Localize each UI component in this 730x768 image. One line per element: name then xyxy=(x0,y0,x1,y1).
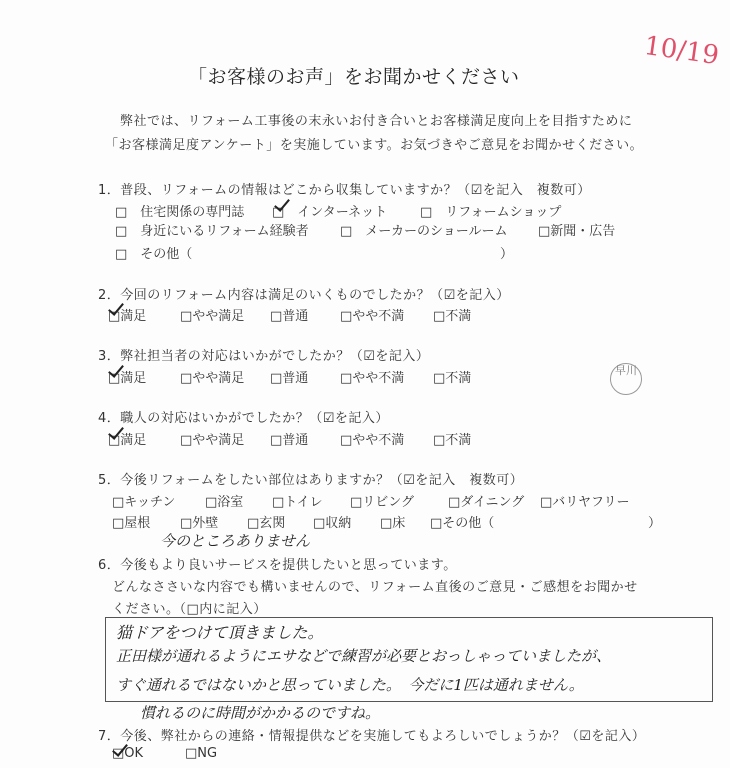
option-reform-shop[interactable]: □ リフォームショップ xyxy=(420,205,562,220)
q3-option[interactable]: □やや満足 xyxy=(180,371,245,386)
q7-option-ng[interactable]: □NG xyxy=(185,746,218,761)
q5-option[interactable]: □収納 xyxy=(313,516,352,531)
q5-handwritten-answer: 今のところありません xyxy=(160,532,311,550)
q5-option-close: ） xyxy=(648,516,662,531)
option-other[interactable]: □ その他（ xyxy=(115,247,193,262)
option-newspaper[interactable]: □新聞・広告 xyxy=(538,224,616,239)
page-title: 「お客様のお声」をお聞かせください xyxy=(188,66,520,88)
q3-option[interactable]: □満足 xyxy=(108,371,147,386)
q6-subtext: ください。（□内に記入） xyxy=(112,602,267,617)
option-other-close: ） xyxy=(500,247,514,262)
question-5: 5．今後リフォームをしたい部位はありますか？（☑を記入 複数可） xyxy=(98,473,524,488)
q5-option[interactable]: □床 xyxy=(380,516,406,531)
option-acquaintance[interactable]: □ 身近にいるリフォーム経験者 xyxy=(115,224,309,239)
q4-option[interactable]: □普通 xyxy=(270,433,309,448)
option-magazine[interactable]: □ 住宅関係の専門誌 xyxy=(115,205,245,220)
q4-option[interactable]: □やや満足 xyxy=(180,433,245,448)
q2-option[interactable]: □やや満足 xyxy=(180,309,245,324)
q2-option[interactable]: □満足 xyxy=(108,309,147,324)
question-2: 2．今回のリフォーム内容は満足のいくものでしたか？（☑を記入） xyxy=(98,288,510,303)
handwritten-comment: すぐ通れるではないかと思っていました。 今だに1匹は通れません。 xyxy=(116,676,584,694)
q5-option[interactable]: □ダイニング xyxy=(448,495,525,510)
q4-option[interactable]: □不満 xyxy=(433,433,472,448)
question-3: 3．弊社担当者の対応はいかがでしたか？（☑を記入） xyxy=(98,349,430,364)
q5-option[interactable]: □その他（ xyxy=(430,516,495,531)
option-showroom[interactable]: □ メーカーのショールーム xyxy=(340,224,508,239)
question-1: 1．普段、リフォームの情報はどこから収集していますか？（☑を記入 複数可） xyxy=(98,183,591,198)
question-6: 6．今後もより良いサービスを提供したいと思っています。 xyxy=(98,558,457,573)
q3-option[interactable]: □普通 xyxy=(270,371,309,386)
option-internet[interactable]: □ インターネット xyxy=(272,205,388,220)
question-7: 7．今後、弊社からの連絡・情報提供などを実施してもよろしいでしょうか？（☑を記入） xyxy=(98,729,646,744)
q2-option[interactable]: □普通 xyxy=(270,309,309,324)
handwritten-comment: 猫ドアをつけて頂きました。 xyxy=(116,623,324,642)
q4-option[interactable]: □やや不満 xyxy=(340,433,405,448)
q7-option-ok[interactable]: □OK xyxy=(112,746,144,761)
intro-line: 弊社では、リフォーム工事後の末永いお付き合いとお客様満足度向上を目指すために xyxy=(120,114,633,129)
q3-option[interactable]: □やや不満 xyxy=(340,371,405,386)
q5-option[interactable]: □屋根 xyxy=(112,516,151,531)
handwritten-comment: 慣れるのに時間がかかるのですね。 xyxy=(140,704,381,722)
q5-option[interactable]: □外壁 xyxy=(180,516,219,531)
q5-option[interactable]: □キッチン xyxy=(112,495,176,510)
q5-option[interactable]: □リビング xyxy=(350,495,415,510)
handwritten-date: 10/19 xyxy=(642,30,721,72)
q4-option[interactable]: □満足 xyxy=(108,433,147,448)
q6-subtext: どんなささいな内容でも構いませんので、リフォーム直後のご意見・ご感想をお聞かせ xyxy=(112,580,638,595)
q2-option[interactable]: □やや不満 xyxy=(340,309,405,324)
q2-option[interactable]: □不満 xyxy=(433,309,472,324)
seal-stamp: 早川 xyxy=(610,363,642,395)
question-4: 4．職人の対応はいかがでしたか？（☑を記入） xyxy=(98,411,389,426)
q5-option[interactable]: □玄関 xyxy=(247,516,286,531)
q5-option[interactable]: □浴室 xyxy=(205,495,244,510)
q5-option[interactable]: □トイレ xyxy=(272,495,323,510)
handwritten-comment: 正田様が通れるようにエサなどで練習が必要とおっしゃっていましたが、 xyxy=(116,647,612,665)
intro-line: 「お客様満足度アンケート」を実施しています。お気づきやご意見をお聞かせください。 xyxy=(105,138,644,153)
q3-option[interactable]: □不満 xyxy=(433,371,472,386)
q5-option[interactable]: □バリヤフリー xyxy=(540,495,630,510)
